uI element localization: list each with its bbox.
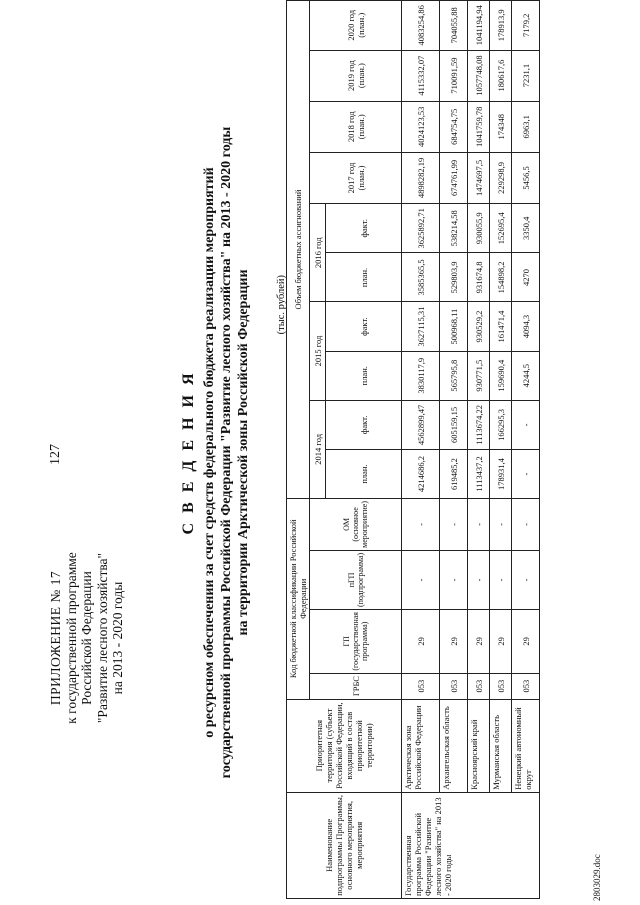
title-line: на территории Арктической зоны Российской Федерации — [236, 269, 251, 636]
pgp-cell: - — [468, 550, 490, 609]
value-cell: 619485,2 — [440, 450, 468, 499]
grbs-cell: 053 — [490, 673, 512, 699]
value-cell: 229298,9 — [490, 152, 512, 203]
header-2020: 2020 год (план.) — [310, 1, 402, 51]
value-cell: 3585365,5 — [402, 253, 440, 302]
value-cell: - — [512, 450, 540, 499]
value-cell: 154898,2 — [490, 253, 512, 302]
value-cell: 4898282,19 — [402, 152, 440, 203]
gp-cell: 29 — [468, 610, 490, 674]
value-cell: 1474697,5 — [468, 152, 490, 203]
territory-cell: Мурманская область — [490, 699, 512, 792]
value-cell: 178931,4 — [490, 450, 512, 499]
value-cell: 565795,8 — [440, 351, 468, 400]
header-2019: 2019 год (план.) — [310, 50, 402, 101]
header-pgp: пГП (подпрограмма) — [310, 550, 402, 609]
value-cell: 930529,2 — [468, 302, 490, 351]
value-cell: 500968,11 — [440, 302, 468, 351]
value-cell: - — [512, 400, 540, 449]
grbs-cell: 053 — [512, 673, 540, 699]
om-cell: - — [440, 499, 468, 551]
gp-cell: 29 — [512, 610, 540, 674]
gp-cell: 29 — [440, 610, 468, 674]
header-2016: 2016 год — [310, 204, 326, 302]
territory-cell: Ненецкий автономный округ — [512, 699, 540, 792]
pgp-cell: - — [490, 550, 512, 609]
value-cell: 161471,4 — [490, 302, 512, 351]
value-cell: 1041759,78 — [468, 101, 490, 152]
value-cell: 5456,5 — [512, 152, 540, 203]
value-cell: 3627115,31 — [402, 302, 440, 351]
value-cell: 4244,5 — [512, 351, 540, 400]
value-cell: 538214,58 — [440, 204, 468, 253]
header-fact: факт. — [326, 302, 402, 351]
value-cell: 3830117,9 — [402, 351, 440, 400]
value-cell: 4083254,86 — [402, 1, 440, 51]
territory-cell: Архангельская область — [440, 699, 468, 792]
territory-cell: Красноярский край — [468, 699, 490, 792]
value-cell: 710091,59 — [440, 50, 468, 101]
header-2018: 2018 год (план.) — [310, 101, 402, 152]
value-cell: 6963,1 — [512, 101, 540, 152]
value-cell: 930055,9 — [468, 204, 490, 253]
header-plan: план. — [326, 351, 402, 400]
value-cell: 4214686,2 — [402, 450, 440, 499]
grbs-cell: 053 — [402, 673, 440, 699]
title-line: государственной программы Российской Федерации "Развитие лесного хозяйства" на 2013 - 2020 годы — [219, 126, 234, 779]
om-cell: - — [468, 499, 490, 551]
value-cell: 7231,1 — [512, 50, 540, 101]
value-cell: 704055,88 — [440, 1, 468, 51]
value-cell: 3625892,71 — [402, 204, 440, 253]
value-cell: 4562899,47 — [402, 400, 440, 449]
header-name: Наименование подпрограммы Программы, основного мероприятия, мероприятия — [287, 792, 402, 898]
om-cell: - — [402, 499, 440, 551]
value-cell: 1113437,2 — [468, 450, 490, 499]
value-cell: 7179,2 — [512, 1, 540, 51]
value-cell: 4270 — [512, 253, 540, 302]
value-cell: 152695,4 — [490, 204, 512, 253]
value-cell: 178913,9 — [490, 1, 512, 51]
document-title — [180, 0, 252, 905]
pgp-cell: - — [402, 550, 440, 609]
gp-cell: 29 — [402, 610, 440, 674]
value-cell: 166295,3 — [490, 400, 512, 449]
value-cell: 1113674,22 — [468, 400, 490, 449]
grbs-cell: 053 — [468, 673, 490, 699]
appendix-header — [48, 508, 126, 768]
header-fact: факт. — [326, 204, 402, 253]
value-cell: 4024123,53 — [402, 101, 440, 152]
page-number: 127 — [48, 444, 63, 465]
gp-cell: 29 — [490, 610, 512, 674]
header-plan: план. — [326, 253, 402, 302]
value-cell: 930771,5 — [468, 351, 490, 400]
appendix-line: на 2013 - 2020 годы — [110, 581, 125, 695]
value-cell: 159690,4 — [490, 351, 512, 400]
header-plan: план. — [326, 450, 402, 499]
header-om: ОМ (основное мероприятие) — [310, 499, 402, 551]
title-heading: С В Е Д Е Н И Я — [180, 370, 197, 535]
pgp-cell: - — [440, 550, 468, 609]
header-territory: Приоритетная территория (субъект Российской Федерации, входящий в состав приоритетной территории) — [287, 699, 402, 792]
header-2017: 2017 год (план.) — [310, 152, 402, 203]
grbs-cell: 053 — [440, 673, 468, 699]
header-volume: Объем бюджетных ассигнований — [287, 1, 310, 499]
appendix-line: к государственной программе — [63, 552, 79, 724]
value-cell: 4094,3 — [512, 302, 540, 351]
resource-table — [286, 0, 540, 899]
title-line: о ресурсном обеспечении за счет средств федерального бюджета реализации мероприятий — [202, 167, 217, 738]
header-fact: факт. — [326, 400, 402, 449]
value-cell: 1041194,94 — [468, 1, 490, 51]
om-cell: - — [512, 499, 540, 551]
units-label: (тыс. рублей) — [276, 275, 287, 335]
pgp-cell: - — [512, 550, 540, 609]
header-2015: 2015 год — [310, 302, 326, 400]
header-2014: 2014 год — [310, 400, 326, 498]
om-cell: - — [490, 499, 512, 551]
territory-cell: Арктическая зона Российской Федерации — [402, 699, 440, 792]
header-gp: ГП (государственная программа) — [310, 610, 402, 674]
value-cell: 605159,15 — [440, 400, 468, 449]
value-cell: 174348 — [490, 101, 512, 152]
value-cell: 1057748,08 — [468, 50, 490, 101]
appendix-line: Российской Федерации — [79, 571, 94, 705]
value-cell: 4115332,07 — [402, 50, 440, 101]
document-id: 2803029.doc — [592, 854, 602, 901]
header-grbs: ГРБС — [310, 673, 402, 699]
header-budget-code: Код бюджетной классификации Российской Федерации — [287, 499, 310, 700]
value-cell: 3350,4 — [512, 204, 540, 253]
value-cell: 684754,75 — [440, 101, 468, 152]
value-cell: 180617,6 — [490, 50, 512, 101]
value-cell: 674761,99 — [440, 152, 468, 203]
value-cell: 529803,9 — [440, 253, 468, 302]
appendix-line: "Развитие лесного хозяйства" — [94, 552, 110, 724]
appendix-line: ПРИЛОЖЕНИЕ № 17 — [48, 570, 63, 706]
program-name-cell: Государственная программа Российской Федерации "Развитие лесного хозяйства" на 2013 - 2020 годы — [402, 792, 540, 898]
value-cell: 931674,8 — [468, 253, 490, 302]
